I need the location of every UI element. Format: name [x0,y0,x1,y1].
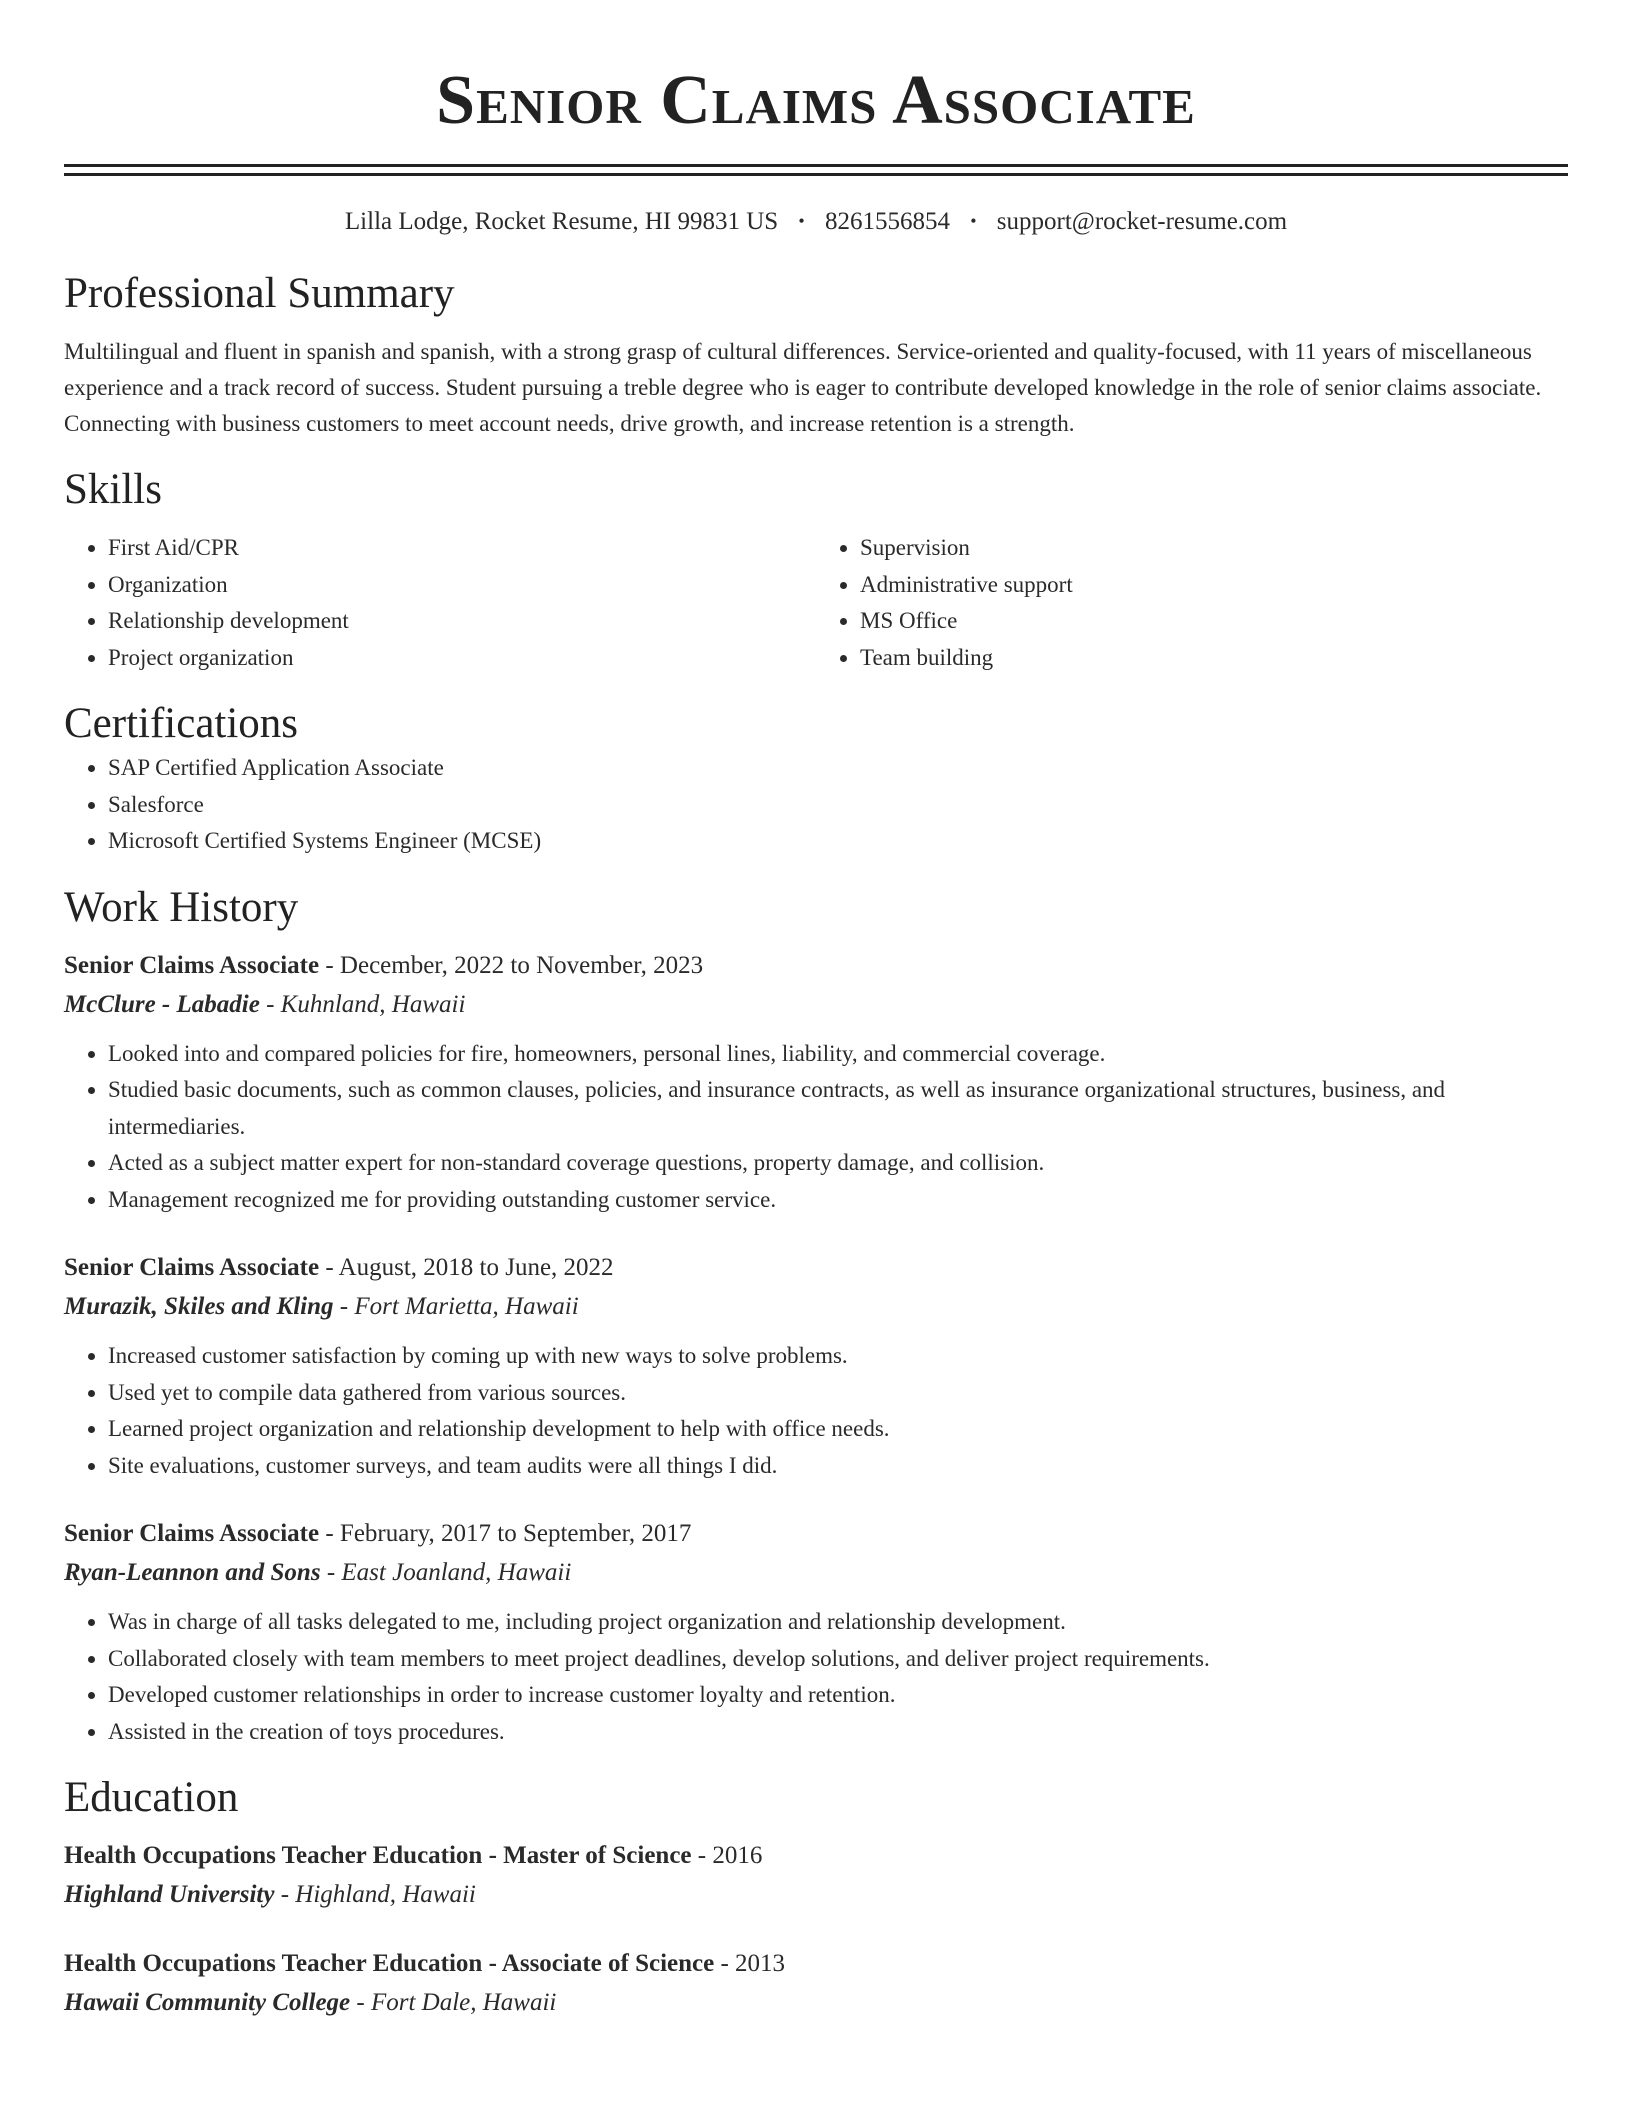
job-role: Senior Claims Associate [64,1254,320,1281]
job-duty: • Studied basic documents, such as common clauses, policies, and insurance contracts, as well as insurance organizational structures, business, and intermediaries. [108,1072,1568,1145]
job-duties [64,1338,1568,1484]
job-duty: • Developed customer relationships in order to increase customer loyalty and retention. [108,1677,1568,1714]
education-entry [64,1836,1568,1914]
contact-separator: • [970,211,977,231]
job-entry [64,1248,1568,1484]
education-header [64,1944,1568,1983]
skill-item: • MS Office [860,603,1568,640]
skill-item: • Project organization [108,640,816,677]
education-institution [64,1983,1568,2022]
education-institution [64,1875,1568,1914]
work-history-heading: Work History [64,883,299,931]
contact-address: Lilla Lodge, Rocket Resume, HI 99831 US [344,208,779,235]
education-school: Highland University [64,1881,275,1908]
education-heading: Education [64,1774,239,1821]
page-title: Senior Claims Associate [436,62,1196,139]
certification-item: • SAP Certified Application Associate [108,750,1568,787]
job-duty: • Collaborated closely with team members to meet project deadlines, develop solutions, and deliver project requirements. [108,1641,1568,1678]
job-location: - Fort Marietta, Hawaii [333,1293,579,1320]
job-dates: - February, 2017 to September, 2017 [319,1520,692,1547]
education-year: - 2013 [714,1950,786,1977]
skill-item: • Team building [860,640,1568,677]
job-location: - Kuhnland, Hawaii [259,990,466,1018]
job-company: McClure - Labadie [64,990,260,1018]
education-school: Hawaii Community College [64,1989,351,2016]
job-dates: - August, 2018 to June, 2022 [319,1254,614,1281]
skills-column-right [816,530,1568,676]
skill-item: • Organization [108,567,816,604]
certification-item: • Salesforce [108,787,1568,824]
job-role: Senior Claims Associate [64,951,320,979]
job-duty: • Assisted in the creation of toys procedures. [108,1714,1568,1751]
skills-column-left [64,530,816,676]
job-employer [64,985,1568,1024]
skill-item: • Supervision [860,530,1568,567]
education-header [64,1836,1568,1875]
job-duty: • Learned project organization and relationship development to help with office needs. [108,1411,1568,1448]
education-degree: Health Occupations Teacher Education - Associate of Science [64,1950,715,1977]
job-dates: - December, 2022 to November, 2023 [319,951,704,979]
contact-separator: • [798,211,805,231]
summary-heading: Professional Summary [64,270,455,317]
job-employer [64,1553,1568,1592]
education-entry [64,1944,1568,2022]
job-duty: • Increased customer satisfaction by coming up with new ways to solve problems. [108,1338,1568,1375]
skills-heading: Skills [64,466,162,513]
job-entry [64,1514,1568,1750]
job-company: Murazik, Skiles and Kling [64,1293,334,1320]
education-year: - 2016 [691,1842,763,1869]
job-duty: • Was in charge of all tasks delegated to me, including project organization and relationship development. [108,1604,1568,1641]
job-employer [64,1287,1568,1326]
education-degree: Health Occupations Teacher Education - Master of Science [64,1842,692,1869]
contact-line [64,205,1568,238]
title-divider [64,164,1568,167]
job-header [64,1248,1568,1287]
job-duty: • Used yet to compile data gathered from various sources. [108,1375,1568,1412]
job-location: - East Joanland, Hawaii [320,1559,572,1586]
job-duties [64,1604,1568,1750]
certifications-list [64,750,1568,860]
skills-list [64,530,1568,676]
contact-phone: 8261556854 [824,208,950,235]
job-role: Senior Claims Associate [64,1520,320,1547]
skill-item: • Administrative support [860,567,1568,604]
job-duty: • Acted as a subject matter expert for non-standard coverage questions, property damage, and collision. [108,1145,1568,1182]
skill-item: • First Aid/CPR [108,530,816,567]
job-entry [64,946,1568,1219]
job-duty: • Management recognized me for providing outstanding customer service. [108,1182,1568,1219]
education-location: - Highland, Hawaii [274,1881,476,1908]
summary-text: Multilingual and fluent in spanish and spanish, with a strong grasp of cultural differences. Service-oriented and quality-focused, with 11 years of miscellaneous experience and a track record of success. Student pursuing a treble degree who is eager to contribute developed knowledge in the role of senior claims associate. Connecting with business customers to meet account needs, drive growth, and increase retention is a strength. [64,339,1542,436]
education-location: - Fort Dale, Hawaii [350,1989,557,2016]
contact-email: support@rocket-resume.com [996,208,1288,235]
job-duty: • Site evaluations, customer surveys, and team audits were all things I did. [108,1448,1568,1485]
certifications-heading: Certifications [64,700,299,747]
job-header [64,946,1568,985]
job-duties [64,1036,1568,1219]
skill-item: • Relationship development [108,603,816,640]
job-header [64,1514,1568,1553]
certification-item: • Microsoft Certified Systems Engineer (MCSE) [108,823,1568,860]
job-company: Ryan-Leannon and Sons [64,1559,321,1586]
job-duty: • Looked into and compared policies for fire, homeowners, personal lines, liability, and commercial coverage. [108,1036,1568,1073]
